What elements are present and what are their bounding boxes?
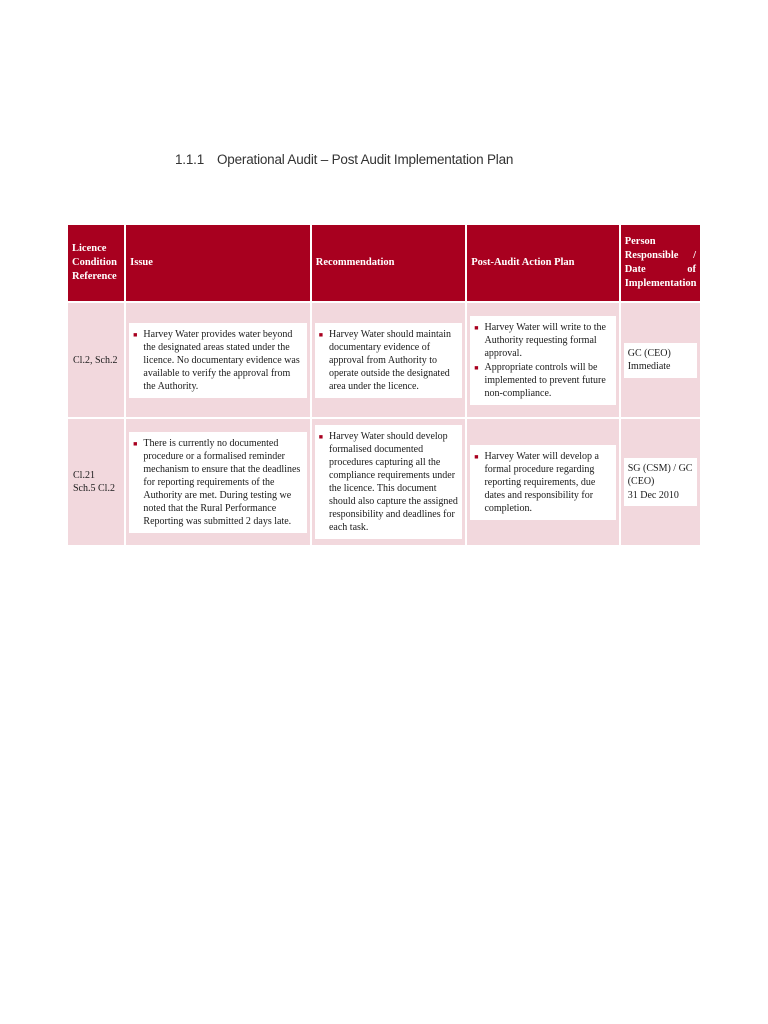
header-recommendation: Recommendation <box>312 225 465 301</box>
cell-content <box>470 445 615 520</box>
cell-content <box>470 316 615 405</box>
section-title: Operational Audit – Post Audit Implementation Plan <box>217 152 514 167</box>
header-issue: Issue <box>126 225 310 301</box>
bullet-icon: ■ <box>133 439 138 448</box>
header-text: Reference <box>72 271 117 283</box>
cell-content <box>624 458 697 507</box>
header-action-plan: Post-Audit Action Plan <box>467 225 618 301</box>
action-text: Harvey Water will write to the Authority requesting formal approval. <box>484 321 606 359</box>
bullet-icon: ■ <box>474 363 479 372</box>
header-text: Condition <box>72 256 117 268</box>
cell-reference <box>68 303 124 417</box>
header-text: Person <box>624 235 656 247</box>
implementation-plan-table <box>66 223 702 547</box>
cell-recommendation <box>312 303 465 417</box>
section-number: 1.1.1 <box>175 152 205 167</box>
reference-text: Cl.2, Sch.2 <box>73 354 118 366</box>
cell-recommendation <box>312 419 465 545</box>
list-item <box>474 450 611 515</box>
cell-issue <box>126 419 310 545</box>
recommendation-text: Harvey Water should maintain documentary evidence of approval from Authority to operate outside the designated area under the licence. <box>328 328 452 392</box>
reference-text: Sch.5 Cl.2 <box>73 483 115 494</box>
person-text: GC (CEO) <box>627 347 671 359</box>
cell-content <box>129 432 307 533</box>
header-text: Implementation <box>624 278 697 290</box>
table-header-row <box>68 225 700 301</box>
person-text: SG (CSM) / GC (CEO) <box>627 462 693 488</box>
action-text: Appropriate controls will be implemented to prevent future non-compliance. <box>484 361 606 399</box>
cell-issue <box>126 303 310 417</box>
list-item <box>319 328 458 393</box>
bullet-icon: ■ <box>318 433 323 441</box>
header-text: Date of <box>624 264 696 275</box>
date-text: 31 Dec 2010 <box>627 489 679 501</box>
recommendation-text: Harvey Water should develop formalised documented procedures capturing all the compliance requirements under the licence. This document should also capture the assigned responsibility and deadlines for each task. <box>328 431 458 533</box>
cell-content <box>315 425 462 539</box>
bullet-icon: ■ <box>474 323 479 332</box>
cell-person-responsible <box>621 303 700 417</box>
cell-content <box>315 323 462 398</box>
list-item <box>474 321 611 360</box>
table-row <box>68 419 700 545</box>
cell-content <box>129 323 307 398</box>
section-heading <box>175 152 513 167</box>
header-person-responsible <box>621 225 700 301</box>
header-text: Licence <box>72 242 107 254</box>
bullet-icon: ■ <box>133 330 138 339</box>
list-item <box>319 430 458 534</box>
header-text: Responsible / <box>624 249 696 261</box>
action-text: Harvey Water will develop a formal procedure regarding reporting requirements, due dates and responsibility for completion. <box>484 450 599 514</box>
bullet-icon: ■ <box>474 452 479 461</box>
table-row <box>68 303 700 417</box>
cell-reference <box>68 419 124 545</box>
reference-text: Cl.21 <box>73 470 95 481</box>
cell-action-plan <box>467 419 618 545</box>
cell-action-plan <box>467 303 618 417</box>
cell-content <box>624 343 697 378</box>
bullet-icon: ■ <box>318 330 323 339</box>
header-licence-reference <box>68 225 124 301</box>
list-item <box>474 361 611 400</box>
cell-person-responsible <box>621 419 700 545</box>
list-item <box>133 437 303 528</box>
date-text: Immediate <box>627 361 671 372</box>
issue-text: There is currently no documented procedure or a formalised reminder mechanism to ensure that the deadlines for reporting requirements of the Authority are met. During testing we noted that the Rural Performance Reporting was submitted 2 days late. <box>143 437 301 527</box>
list-item <box>133 328 303 393</box>
issue-text: Harvey Water provides water beyond the designated areas stated under the licence. No documentary evidence was available to verify the approval from the Authority. <box>143 328 300 392</box>
